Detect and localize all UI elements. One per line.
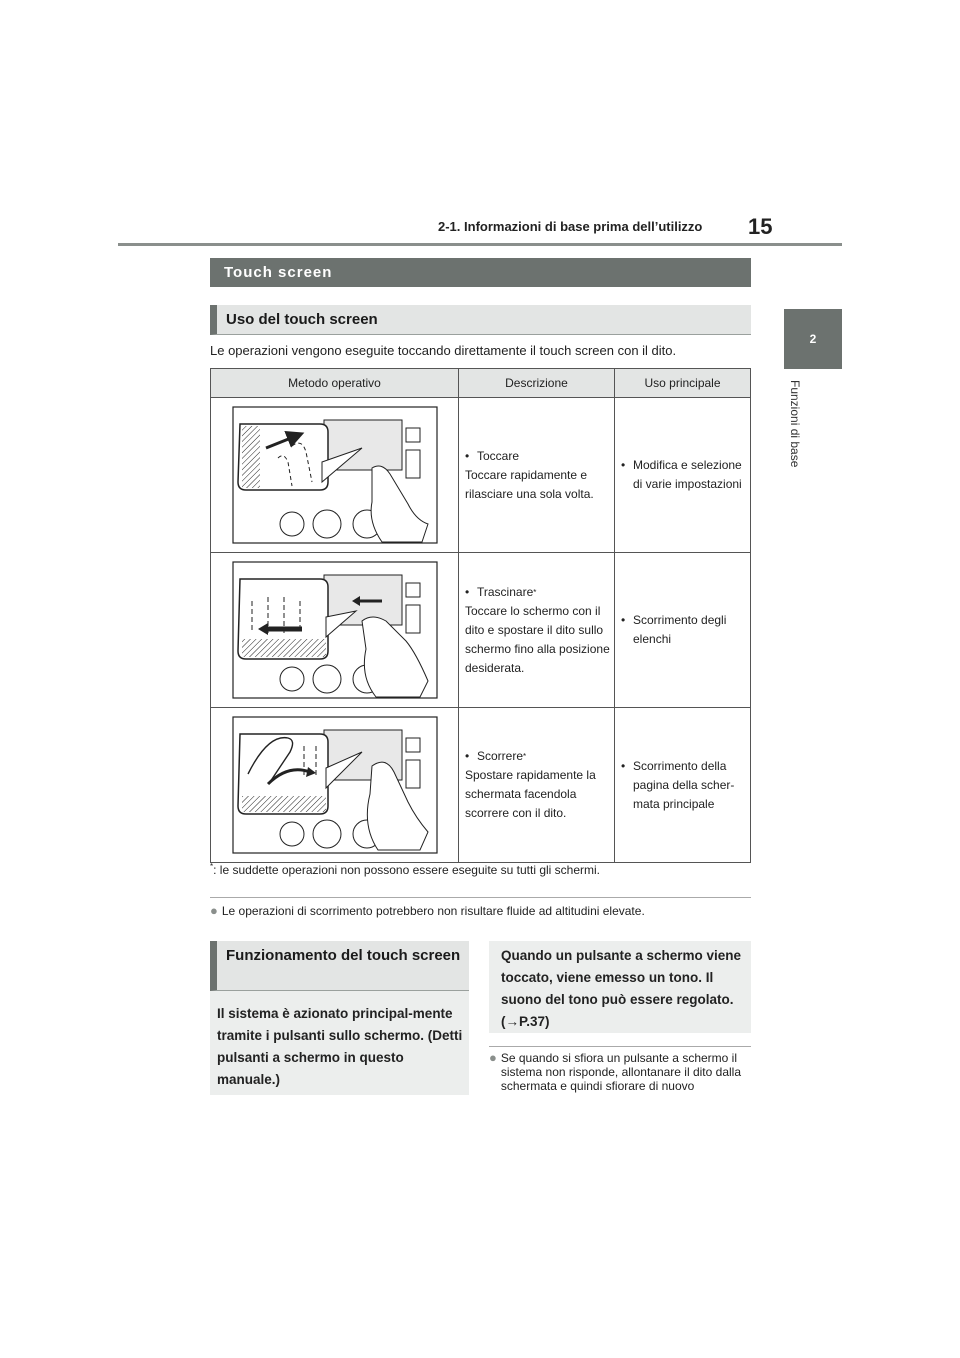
use-text: Scorrimento della pagina della scher-mata principale — [633, 758, 735, 811]
method-name: • Trascinare * — [465, 584, 537, 599]
description-cell — [459, 398, 615, 553]
bullet-circle-icon: ● — [489, 1050, 497, 1065]
use-text: Scorrimento degli elenchi — [633, 613, 727, 646]
tap-gesture-illustration — [232, 406, 438, 544]
use-cell: • Modifica e selezione di varie impostazioni — [615, 398, 751, 553]
column-header: Descrizione — [459, 369, 615, 398]
note-item: ● Le operazioni di scorrimento potrebbero non risultare fluide ad altitudini elevate. — [210, 903, 645, 918]
table-row — [211, 553, 751, 708]
illustration-cell — [211, 708, 459, 863]
column-header: Uso principale — [615, 369, 751, 398]
header-divider — [118, 243, 842, 246]
column-header: Metodo operativo — [211, 369, 459, 398]
illustration-cell — [211, 398, 459, 553]
flick-gesture-illustration — [232, 716, 438, 854]
method-name: • Toccare — [465, 448, 520, 463]
drag-gesture-illustration — [232, 561, 438, 699]
method-name: • Scorrere * — [465, 749, 527, 763]
intro-text: Le operazioni vengono eseguite toccando direttamente il touch screen con il dito. — [210, 343, 677, 358]
use-cell: • Scorrimento della pagina della scher-mata principale — [615, 708, 751, 863]
info-box-left-title: Funzionamento del touch screen — [210, 941, 469, 991]
illustration-cell — [211, 553, 459, 708]
section-title: Touch screen — [210, 258, 751, 287]
method-description: Spostare rapidamente la schermata facendola scorrere con il dito. — [465, 768, 596, 820]
table-footnote: *: le suddette operazioni non possono essere eseguite su tutti gli schermi. — [210, 862, 601, 877]
info-box-right: Quando un pulsante a schermo viene toccato, viene emesso un tono. Il suono del tono può essere regolato. (→P.37) — [489, 941, 751, 1033]
note-item: ● Se quando si sfiora un pulsante a schermo il sistema non risponde, allontanare il dito dalla schermata e quindi sfiorare di nuovo — [489, 1050, 742, 1093]
use-text: Modifica e selezione di varie impostazioni — [633, 458, 742, 491]
chapter-label: Funzioni di base — [788, 380, 802, 468]
bullet-circle-icon: ● — [210, 903, 218, 918]
description-cell — [459, 553, 615, 708]
table-header-row — [211, 369, 751, 398]
running-header-title: 2-1. Informazioni di base prima dell’utilizzo — [438, 219, 703, 234]
use-cell: • Scorrimento degli elenchi — [615, 553, 751, 708]
chapter-tab: 2 — [784, 309, 842, 369]
operations-table — [210, 368, 751, 863]
note-divider — [489, 1046, 751, 1047]
page-number: 15 — [748, 214, 773, 239]
method-description: Toccare rapidamente e rilasciare una sola volta. — [465, 467, 594, 501]
table-row — [211, 708, 751, 863]
note-divider — [210, 897, 751, 898]
description-cell — [459, 708, 615, 863]
info-box-left-body: Il sistema è azionato principal-mente tramite i pulsanti sullo schermo. (Detti pulsanti a schermo in questo manuale.) — [217, 1006, 463, 1087]
method-description: Toccare lo schermo con il dito e spostare il dito sullo schermo fino alla posizione desiderata. — [465, 603, 610, 675]
table-row — [211, 398, 751, 553]
subsection-title: Uso del touch screen — [210, 305, 751, 335]
